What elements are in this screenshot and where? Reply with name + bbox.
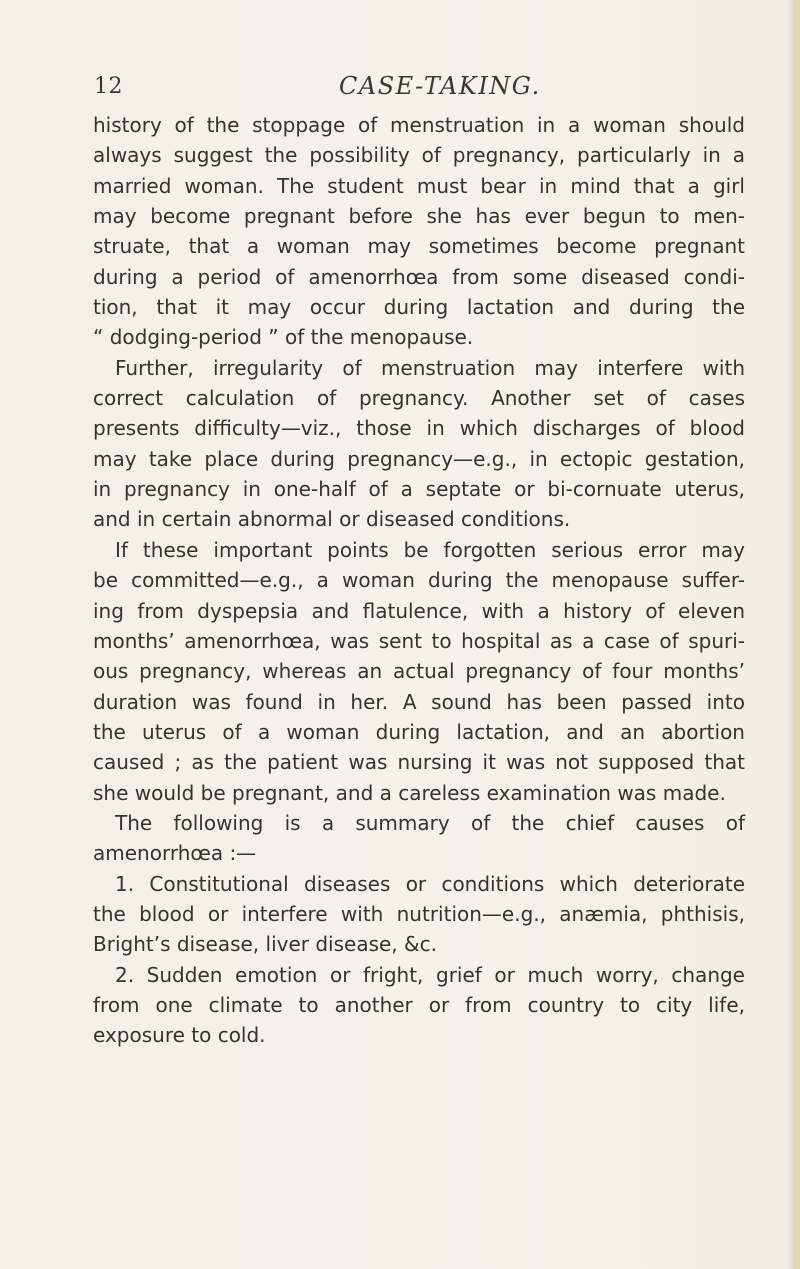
text-line: the blood or interfere with nutrition—e.g., anæmia, phthisis, <box>93 901 745 926</box>
text-line: may take place during pregnancy—e.g., in ectopic gestation, <box>93 446 745 471</box>
text-line: tion, that it may occur during lactation and during the <box>93 295 745 320</box>
text-line: amenorrhœa :— <box>93 841 257 866</box>
text-line: and in certain abnormal or diseased conditions. <box>93 507 571 532</box>
text-line: may become pregnant before she has ever begun to men- <box>93 204 745 229</box>
text-line: Bright’s disease, liver disease, &c. <box>93 932 437 957</box>
text-line: she would be pregnant, and a careless examination was made. <box>93 780 726 805</box>
text-line: correct calculation of pregnancy. Another set of cases <box>93 386 745 411</box>
text-line: The following is a summary of the chief causes of <box>115 810 745 835</box>
text-line: the uterus of a woman during lactation, and an abortion <box>93 719 745 744</box>
text-line: struate, that a woman may sometimes become pregnant <box>93 234 745 259</box>
text-line: ing from dyspepsia and flatulence, with a history of eleven <box>93 598 745 623</box>
text-line: “ dodging-period ” of the menopause. <box>93 325 474 350</box>
text-line: from one climate to another or from country to city life, <box>93 992 745 1017</box>
text-line: 2. Sudden emotion or fright, grief or much worry, change <box>115 962 745 987</box>
running-title: CASE-TAKING. <box>339 72 541 100</box>
text-line: in pregnancy in one-half of a septate or bi-cornuate uterus, <box>93 477 745 502</box>
text-line: ous pregnancy, whereas an actual pregnancy of four months’ <box>93 659 745 684</box>
text-line: presents difficulty—viz., those in which discharges of blood <box>93 416 745 441</box>
text-line: caused ; as the patient was nursing it was not supposed that <box>93 750 745 775</box>
text-line: married woman. The student must bear in mind that a girl <box>93 173 745 198</box>
text-line: Further, irregularity of menstruation may interfere with <box>115 355 745 380</box>
text-line: during a period of amenorrhœa from some diseased condi- <box>93 264 745 289</box>
text-line: exposure to cold. <box>93 1023 266 1048</box>
page-edge-shadow <box>786 0 800 1269</box>
text-line: duration was found in her. A sound has been passed into <box>93 689 745 714</box>
body-text <box>93 110 745 1051</box>
page-header <box>94 72 734 108</box>
text-line: always suggest the possibility of pregnancy, particularly in a <box>93 143 745 168</box>
text-line: months’ amenorrhœa, was sent to hospital as a case of spuri- <box>93 628 745 653</box>
text-line: If these important points be forgotten serious error may <box>115 537 745 562</box>
text-line: 1. Constitutional diseases or conditions which deteriorate <box>115 871 745 896</box>
page-number: 12 <box>94 74 123 99</box>
text-line: history of the stoppage of menstruation in a woman should <box>93 113 745 137</box>
text-line: be committed—e.g., a woman during the menopause suffer- <box>93 568 745 593</box>
